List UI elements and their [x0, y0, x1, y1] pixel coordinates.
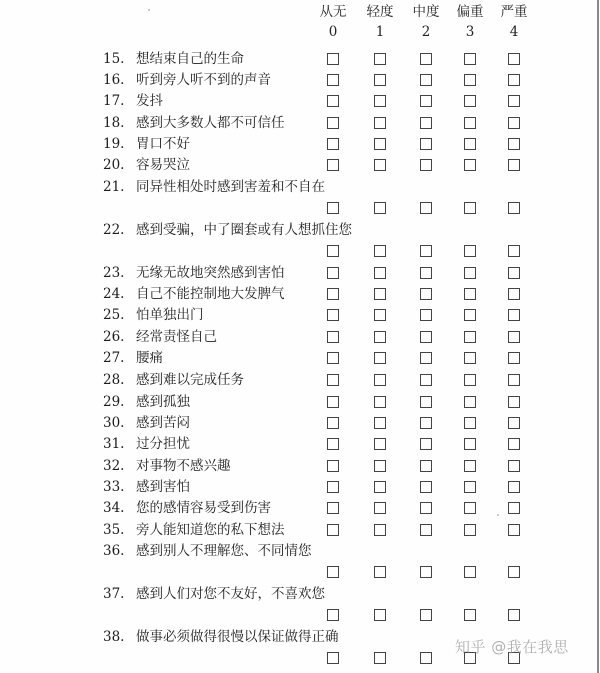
checkbox-score-2[interactable] [420, 159, 432, 171]
checkbox-score-4[interactable] [508, 309, 520, 321]
question-label [103, 306, 204, 324]
checkbox-score-1[interactable] [374, 502, 386, 514]
checkbox-score-3[interactable] [464, 288, 476, 300]
checkbox-score-0[interactable] [327, 352, 339, 364]
question-label [103, 478, 190, 496]
question-label [103, 135, 190, 153]
question-label [103, 221, 352, 239]
checkbox-score-0[interactable] [327, 609, 339, 621]
question-label [103, 542, 312, 560]
checkbox-score-4[interactable] [508, 374, 520, 386]
question-label [103, 585, 325, 603]
checkbox-score-0[interactable] [327, 309, 339, 321]
checkbox-score-3[interactable] [464, 352, 476, 364]
question-number: 29. [103, 394, 125, 410]
checkbox-score-2[interactable] [420, 95, 432, 107]
question-label [103, 50, 244, 68]
question-text: 胃口不好 [136, 136, 190, 152]
checkbox-score-1[interactable] [374, 460, 386, 472]
checkbox-score-3[interactable] [464, 481, 476, 493]
checkbox-score-0[interactable] [327, 159, 339, 171]
question-label [103, 499, 271, 517]
question-label [103, 349, 163, 367]
checkbox-score-2[interactable] [420, 331, 432, 343]
checkbox-score-3[interactable] [464, 138, 476, 150]
question-text: 感到大多数人都不可信任 [136, 115, 285, 131]
checkbox-score-4[interactable] [508, 267, 520, 279]
checkbox-score-3[interactable] [464, 267, 476, 279]
checkbox-score-0[interactable] [327, 245, 339, 257]
checkbox-score-2[interactable] [420, 417, 432, 429]
scale-label-4: 严重 [500, 4, 528, 20]
question-label [103, 328, 217, 346]
checkbox-score-2[interactable] [420, 566, 432, 578]
question-text: 无缘无故地突然感到害怕 [136, 265, 285, 281]
checkbox-score-2[interactable] [420, 138, 432, 150]
question-label [103, 285, 285, 303]
checkbox-score-0[interactable] [327, 481, 339, 493]
checkbox-score-0[interactable] [327, 460, 339, 472]
question-label [103, 457, 231, 475]
question-text: 感到人们对您不友好，不喜欢您 [136, 586, 325, 602]
checkbox-score-0[interactable] [327, 438, 339, 450]
question-text: 过分担忧 [136, 436, 190, 452]
question-number: 20. [103, 157, 125, 173]
checkbox-score-3[interactable] [464, 159, 476, 171]
checkbox-score-0[interactable] [327, 202, 339, 214]
checkbox-score-2[interactable] [420, 524, 432, 536]
checkbox-score-1[interactable] [374, 288, 386, 300]
checkbox-score-1[interactable] [374, 245, 386, 257]
question-number: 25. [103, 307, 125, 323]
question-number: 35. [103, 522, 125, 538]
checkbox-score-1[interactable] [374, 438, 386, 450]
question-text: 发抖 [136, 93, 163, 109]
checkbox-score-1[interactable] [374, 609, 386, 621]
scale-value-4: 4 [509, 24, 519, 40]
question-text: 容易哭泣 [136, 157, 190, 173]
checkbox-score-0[interactable] [327, 138, 339, 150]
checkbox-score-4[interactable] [508, 53, 520, 65]
question-label [103, 521, 285, 539]
checkbox-score-2[interactable] [420, 352, 432, 364]
checkbox-score-1[interactable] [374, 138, 386, 150]
question-label [103, 114, 285, 132]
checkbox-score-3[interactable] [464, 95, 476, 107]
checkbox-score-4[interactable] [508, 288, 520, 300]
checkbox-score-3[interactable] [464, 245, 476, 257]
checkbox-score-4[interactable] [508, 396, 520, 408]
question-text: 腰痛 [136, 350, 163, 366]
checkbox-score-1[interactable] [374, 566, 386, 578]
checkbox-score-2[interactable] [420, 117, 432, 129]
checkbox-score-4[interactable] [508, 95, 520, 107]
scan-speck [148, 9, 150, 11]
checkbox-score-3[interactable] [464, 609, 476, 621]
scale-value-1: 1 [375, 24, 385, 40]
checkbox-score-4[interactable] [508, 417, 520, 429]
question-label [103, 71, 271, 89]
checkbox-score-2[interactable] [420, 460, 432, 472]
question-label [103, 156, 190, 174]
checkbox-score-0[interactable] [327, 652, 339, 664]
checkbox-score-1[interactable] [374, 267, 386, 279]
checkbox-score-2[interactable] [420, 609, 432, 621]
question-number: 23. [103, 265, 125, 281]
checkbox-score-4[interactable] [508, 138, 520, 150]
question-label [103, 393, 190, 411]
checkbox-score-3[interactable] [464, 202, 476, 214]
checkbox-score-0[interactable] [327, 331, 339, 343]
checkbox-score-0[interactable] [327, 267, 339, 279]
checkbox-score-2[interactable] [420, 309, 432, 321]
question-label [103, 628, 339, 646]
question-number: 36. [103, 543, 125, 559]
checkbox-score-0[interactable] [327, 374, 339, 386]
checkbox-score-0[interactable] [327, 396, 339, 408]
checkbox-score-0[interactable] [327, 53, 339, 65]
question-number: 19. [103, 136, 125, 152]
page-edge-line [597, 0, 599, 673]
checkbox-score-1[interactable] [374, 374, 386, 386]
question-text: 想结束自己的生命 [136, 51, 244, 67]
question-number: 31. [103, 436, 125, 452]
checkbox-score-4[interactable] [508, 331, 520, 343]
checkbox-score-3[interactable] [464, 502, 476, 514]
checkbox-score-0[interactable] [327, 74, 339, 86]
checkbox-score-4[interactable] [508, 609, 520, 621]
question-text: 做事必须做得很慢以保证做得正确 [136, 629, 339, 645]
question-number: 17. [103, 93, 125, 109]
checkbox-score-2[interactable] [420, 481, 432, 493]
checkbox-score-2[interactable] [420, 374, 432, 386]
question-number: 26. [103, 329, 125, 345]
question-label [103, 414, 190, 432]
checkbox-score-1[interactable] [374, 74, 386, 86]
checkbox-score-3[interactable] [464, 438, 476, 450]
question-text: 感到别人不理解您、不同情您 [136, 543, 312, 559]
checkbox-score-2[interactable] [420, 245, 432, 257]
checkbox-score-3[interactable] [464, 309, 476, 321]
question-text: 感到难以完成任务 [136, 372, 244, 388]
checkbox-score-3[interactable] [464, 566, 476, 578]
checkbox-score-1[interactable] [374, 481, 386, 493]
scale-label-1: 轻度 [366, 4, 394, 20]
question-text: 感到孤独 [136, 394, 190, 410]
checkbox-score-4[interactable] [508, 502, 520, 514]
checkbox-score-2[interactable] [420, 288, 432, 300]
checkbox-score-4[interactable] [508, 481, 520, 493]
checkbox-score-1[interactable] [374, 352, 386, 364]
question-number: 18. [103, 115, 125, 131]
checkbox-score-3[interactable] [464, 374, 476, 386]
checkbox-score-1[interactable] [374, 396, 386, 408]
checkbox-score-3[interactable] [464, 460, 476, 472]
checkbox-score-4[interactable] [508, 524, 520, 536]
scale-label-2: 中度 [412, 4, 440, 20]
checkbox-score-1[interactable] [374, 117, 386, 129]
checkbox-score-4[interactable] [508, 352, 520, 364]
question-number: 27. [103, 350, 125, 366]
checkbox-score-1[interactable] [374, 53, 386, 65]
checkbox-score-0[interactable] [327, 117, 339, 129]
checkbox-score-2[interactable] [420, 502, 432, 514]
checkbox-score-4[interactable] [508, 74, 520, 86]
checkbox-score-3[interactable] [464, 417, 476, 429]
question-text: 感到害怕 [136, 479, 190, 495]
checkbox-score-0[interactable] [327, 417, 339, 429]
checkbox-score-0[interactable] [327, 502, 339, 514]
checkbox-score-2[interactable] [420, 267, 432, 279]
checkbox-score-2[interactable] [420, 438, 432, 450]
checkbox-score-4[interactable] [508, 438, 520, 450]
question-label [103, 435, 190, 453]
checkbox-score-0[interactable] [327, 524, 339, 536]
checkbox-score-0[interactable] [327, 566, 339, 578]
checkbox-score-2[interactable] [420, 652, 432, 664]
checkbox-score-3[interactable] [464, 74, 476, 86]
checkbox-score-2[interactable] [420, 202, 432, 214]
checkbox-score-3[interactable] [464, 331, 476, 343]
question-label [103, 371, 244, 389]
question-number: 28. [103, 372, 125, 388]
checkbox-score-4[interactable] [508, 202, 520, 214]
checkbox-score-0[interactable] [327, 95, 339, 107]
checkbox-score-2[interactable] [420, 53, 432, 65]
question-number: 33. [103, 479, 125, 495]
question-number: 38. [103, 629, 125, 645]
checkbox-score-3[interactable] [464, 396, 476, 408]
question-text: 怕单独出门 [136, 307, 204, 323]
watermark: 知乎 @我在我思 [455, 638, 569, 656]
checkbox-score-4[interactable] [508, 566, 520, 578]
question-number: 15. [103, 51, 125, 67]
checkbox-score-4[interactable] [508, 460, 520, 472]
question-label [103, 178, 325, 196]
question-label [103, 92, 163, 110]
question-text: 您的感情容易受到伤害 [136, 500, 271, 516]
checkbox-score-1[interactable] [374, 202, 386, 214]
checkbox-score-4[interactable] [508, 117, 520, 129]
scale-label-3: 偏重 [456, 4, 484, 20]
question-number: 16. [103, 72, 125, 88]
checkbox-score-1[interactable] [374, 524, 386, 536]
scale-label-0: 从无 [319, 4, 347, 20]
checkbox-score-1[interactable] [374, 417, 386, 429]
checkbox-score-0[interactable] [327, 288, 339, 300]
question-number: 22. [103, 222, 125, 238]
scan-speck [497, 514, 499, 516]
checkbox-score-3[interactable] [464, 524, 476, 536]
question-text: 对事物不感兴趣 [136, 458, 231, 474]
checkbox-score-1[interactable] [374, 159, 386, 171]
checkbox-score-1[interactable] [374, 652, 386, 664]
question-number: 34. [103, 500, 125, 516]
question-number: 21. [103, 179, 125, 195]
scale-value-3: 3 [465, 24, 475, 40]
question-text: 同异性相处时感到害羞和不自在 [136, 179, 325, 195]
scale-value-0: 0 [328, 24, 338, 40]
checkbox-score-2[interactable] [420, 396, 432, 408]
question-text: 自己不能控制地大发脾气 [136, 286, 285, 302]
checkbox-score-2[interactable] [420, 74, 432, 86]
checkbox-score-1[interactable] [374, 95, 386, 107]
question-text: 旁人能知道您的私下想法 [136, 522, 285, 538]
question-number: 32. [103, 458, 125, 474]
question-text: 经常责怪自己 [136, 329, 217, 345]
question-label [103, 264, 285, 282]
question-number: 24. [103, 286, 125, 302]
checkbox-score-4[interactable] [508, 245, 520, 257]
scale-value-2: 2 [421, 24, 431, 40]
checkbox-score-4[interactable] [508, 159, 520, 171]
checkbox-score-3[interactable] [464, 117, 476, 129]
checkbox-score-1[interactable] [374, 331, 386, 343]
question-text: 感到苦闷 [136, 415, 190, 431]
question-number: 37. [103, 586, 125, 602]
checkbox-score-1[interactable] [374, 309, 386, 321]
checkbox-score-3[interactable] [464, 53, 476, 65]
question-number: 30. [103, 415, 125, 431]
question-text: 感到受骗，中了圈套或有人想抓住您 [136, 222, 352, 238]
question-text: 听到旁人听不到的声音 [136, 72, 271, 88]
